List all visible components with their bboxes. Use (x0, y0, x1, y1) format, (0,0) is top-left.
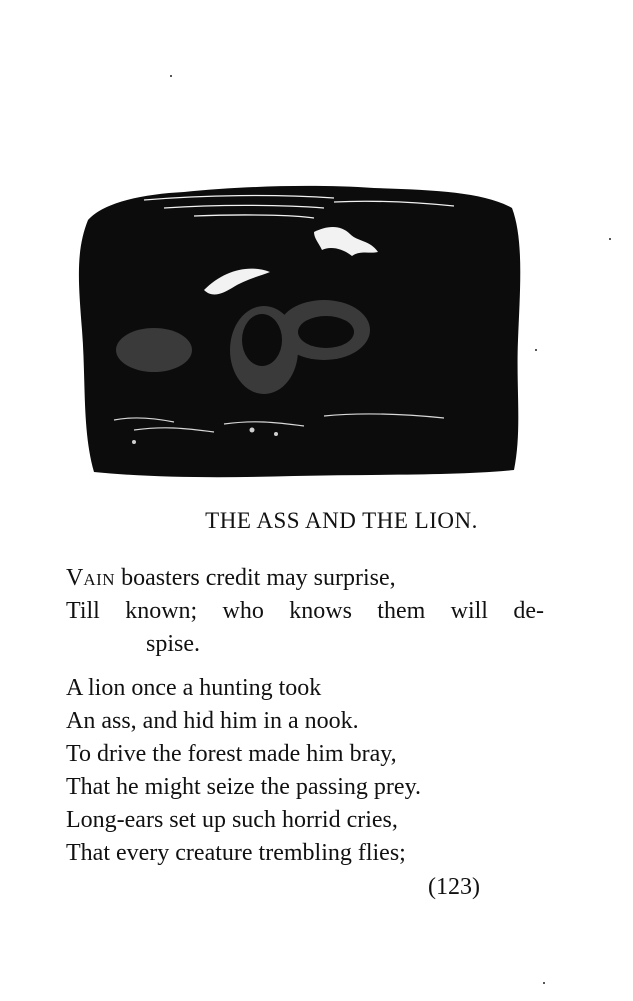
fable-line: That every creature trembling flies; (66, 840, 406, 866)
ink-speck (170, 75, 172, 77)
fable-line: A lion once a hunting took (66, 675, 322, 701)
fable-line: An ass, and hid him in a nook. (66, 708, 359, 734)
ink-speck (609, 238, 611, 240)
fable-line: Long-ears set up such horrid cries, (66, 807, 398, 833)
moral-line-3: spise. (146, 631, 200, 657)
fable-stanza (66, 672, 421, 870)
ink-speck (535, 349, 537, 351)
moral-stanza (66, 562, 544, 661)
fable-title: THE ASS AND THE LION. (205, 508, 478, 533)
fable-line: That he might seize the passing prey. (66, 774, 422, 800)
moral-line-1: VAIN boasters credit may surprise, (66, 565, 396, 591)
page-number: (123) (428, 874, 480, 900)
ink-speck (543, 982, 545, 984)
woodcut-illustration (74, 180, 524, 480)
fable-line: To drive the forest made him bray, (66, 741, 397, 767)
moral-line-2: Till known; who knows them will de- (66, 598, 544, 624)
